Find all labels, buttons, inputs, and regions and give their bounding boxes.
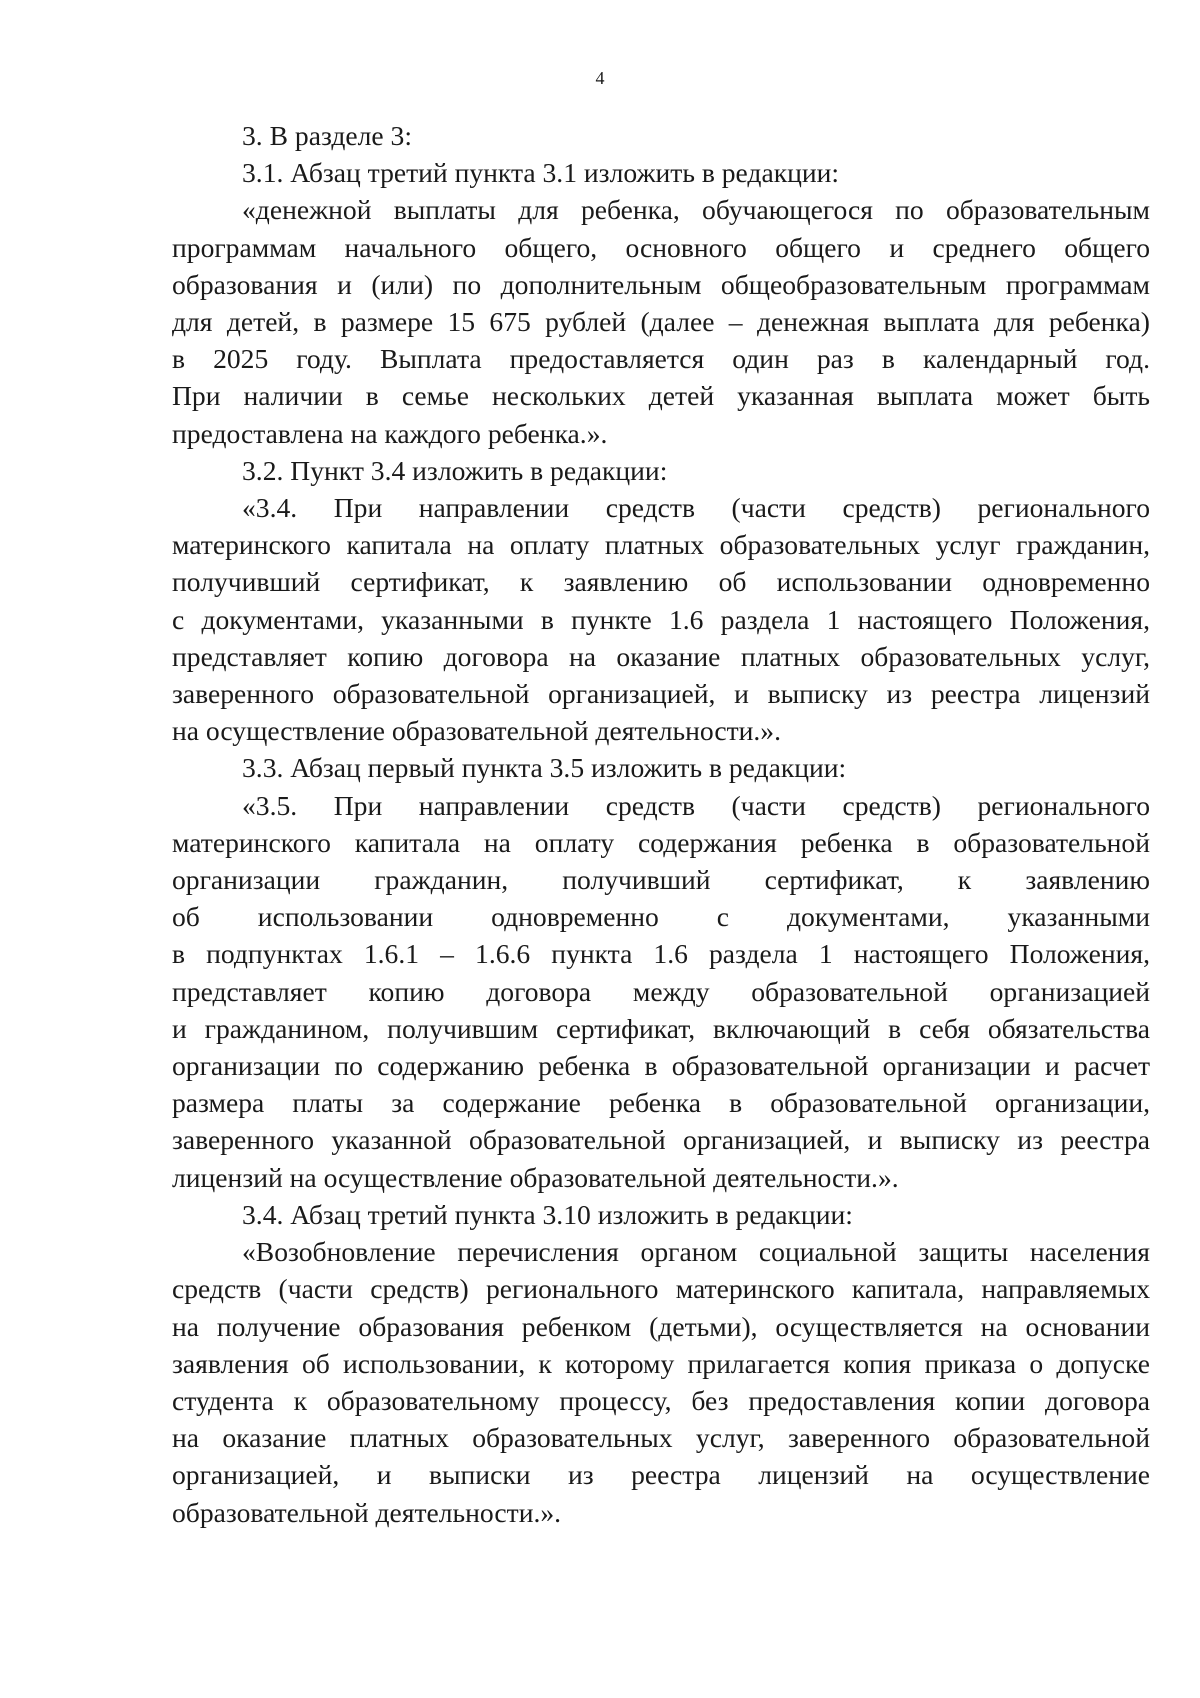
- text-line: программам начального общего, основного общего и среднего общего: [172, 231, 1150, 263]
- paragraph: [172, 452, 1150, 489]
- text-line: с документами, указанными в пункте 1.6 раздела 1 настоящего Положения,: [172, 603, 1150, 635]
- paragraph: [172, 1196, 1150, 1233]
- text-line: организацией, и выписки из реестра лицензий на осуществление: [172, 1459, 1150, 1491]
- text-line: об использовании одновременно с документами, указанными: [172, 901, 1150, 933]
- text-line: лицензий на осуществление образовательной деятельности.».: [172, 1161, 899, 1193]
- text-line: материнского капитала на оплату платных образовательных услуг гражданин,: [172, 529, 1150, 561]
- paragraph: [172, 787, 1150, 1196]
- text-line: размера платы за содержание ребенка в образовательной организации,: [172, 1087, 1150, 1119]
- paragraph: [172, 191, 1150, 451]
- text-line: и гражданином, получившим сертификат, включающий в себя обязательства: [172, 1012, 1150, 1044]
- page-number: 4: [595, 68, 605, 88]
- text-line: получивший сертификат, к заявлению об использовании одновременно: [172, 566, 1150, 598]
- text-line: представляет копию договора на оказание платных образовательных услуг,: [172, 640, 1150, 672]
- text-line: образования и (или) по дополнительным общеобразовательным программам: [172, 268, 1150, 300]
- text-line: в 2025 году. Выплата предоставляется один раз в календарный год.: [172, 343, 1150, 375]
- text-line: 3.2. Пункт 3.4 изложить в редакции:: [242, 454, 668, 486]
- paragraph: [172, 749, 1150, 786]
- text-line: «3.4. При направлении средств (части средств) регионального: [242, 492, 1150, 524]
- text-line: организации гражданин, получивший сертификат, к заявлению: [172, 864, 1150, 896]
- text-line: представляет копию договора между образовательной организацией: [172, 975, 1150, 1007]
- text-line: в подпунктах 1.6.1 – 1.6.6 пункта 1.6 раздела 1 настоящего Положения,: [172, 938, 1150, 970]
- text-line: 3. В разделе 3:: [242, 120, 413, 151]
- document-body: [172, 117, 1150, 1531]
- text-line: студента к образовательному процессу, без предоставления копии договора: [172, 1384, 1150, 1416]
- text-line: на осуществление образовательной деятельности.».: [172, 715, 781, 747]
- text-line: «3.5. При направлении средств (части средств) регионального: [242, 789, 1150, 821]
- text-line: образовательной деятельности.».: [172, 1496, 562, 1528]
- paragraph: [172, 117, 1150, 154]
- text-line: заверенного указанной образовательной организацией, и выписку из реестра: [172, 1124, 1150, 1156]
- paragraph: [172, 1233, 1150, 1531]
- text-line: «денежной выплаты для ребенка, обучающегося по образовательным: [242, 194, 1150, 226]
- text-line: средств (части средств) регионального материнского капитала, направляемых: [172, 1273, 1150, 1305]
- text-line: на получение образования ребенком (детьми), осуществляется на основании: [172, 1310, 1150, 1342]
- text-line: 3.4. Абзац третий пункта 3.10 изложить в редакции:: [242, 1198, 853, 1230]
- text-line: заявления об использовании, к которому прилагается копия приказа о допуске: [172, 1347, 1150, 1379]
- text-line: заверенного образовательной организацией, и выписку из реестра лицензий: [172, 678, 1150, 710]
- text-line: 3.3. Абзац первый пункта 3.5 изложить в редакции:: [242, 752, 847, 784]
- text-line: «Возобновление перечисления органом социальной защиты населения: [242, 1236, 1150, 1268]
- text-line: на оказание платных образовательных услуг, заверенного образовательной: [172, 1422, 1150, 1454]
- text-line: предоставлена на каждого ребенка.».: [172, 417, 608, 449]
- paragraph: [172, 489, 1150, 749]
- text-line: материнского капитала на оплату содержания ребенка в образовательной: [172, 826, 1150, 858]
- paragraph: [172, 154, 1150, 191]
- text-line: для детей, в размере 15 675 рублей (далее – денежная выплата для ребенка): [172, 306, 1150, 338]
- text-line: организации по содержанию ребенка в образовательной организации и расчет: [172, 1050, 1150, 1082]
- text-line: 3.1. Абзац третий пункта 3.1 изложить в редакции:: [242, 157, 840, 189]
- text-line: При наличии в семье нескольких детей указанная выплата может быть: [172, 380, 1150, 412]
